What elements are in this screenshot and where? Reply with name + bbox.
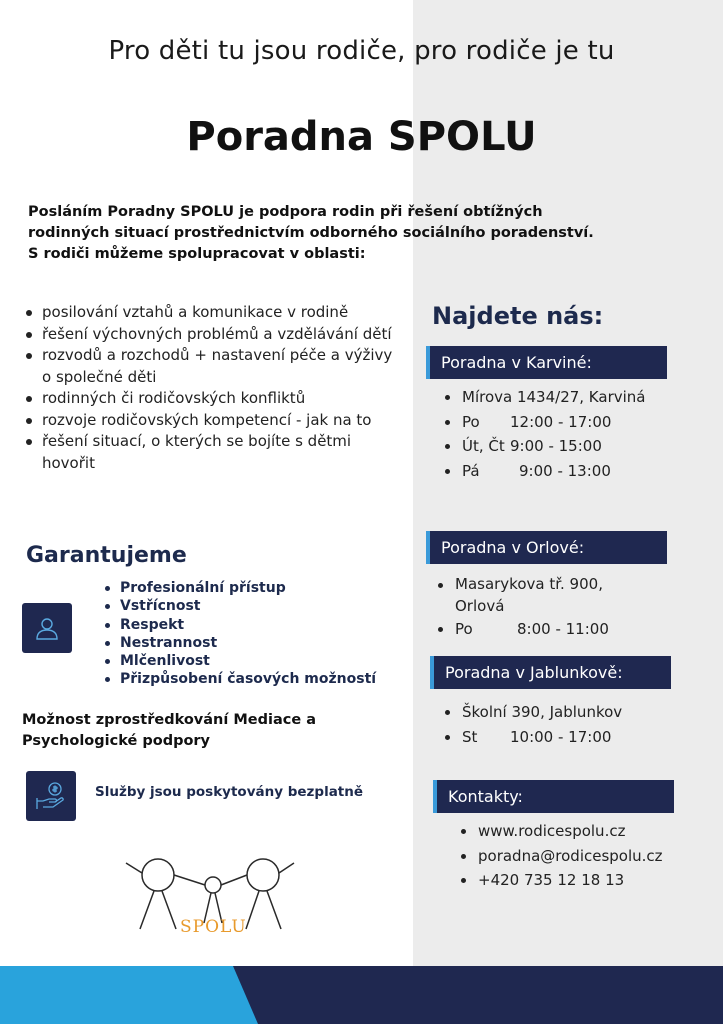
orlova-banner: Poradna v Orlové: (426, 531, 667, 564)
list-item: Respekt (105, 616, 376, 634)
guarantee-title: Garantujeme (26, 543, 187, 568)
page-title: Poradna SPOLU (186, 114, 537, 160)
address-item: Školní 390, Jablunkov (444, 700, 622, 725)
hours-item (444, 725, 622, 750)
hours-day: Pá (462, 461, 480, 480)
intro-line-1: Posláním Poradny SPOLU je podpora rodin při řešení obtížných (28, 204, 543, 220)
orlova-info-list (437, 573, 637, 642)
address-item: Masarykova tř. 900, Orlová (437, 573, 637, 617)
hours-day: Út, Čt (462, 437, 505, 455)
list-item: Profesionální přístup (105, 579, 376, 597)
hours-day: St (462, 727, 478, 746)
guarantee-list (105, 579, 376, 689)
list-item: rozvoje rodičovských kompetencí - jak na to (26, 410, 404, 432)
hours-time: 10:00 - 17:00 (510, 727, 612, 746)
list-item: Vstřícnost (105, 597, 376, 615)
hours-time: 8:00 - 11:00 (517, 620, 609, 638)
list-item: rozvodů a rozchodů + nastavení péče a výživy o společné děti (26, 345, 404, 388)
spolu-logo (118, 853, 298, 943)
hours-time: 9:00 - 13:00 (519, 461, 611, 480)
mediation-text (22, 710, 362, 752)
intro-line-3: S rodiči můžeme spolupracovat v oblasti: (28, 246, 366, 262)
address-item: Mírova 1434/27, Karviná (444, 385, 646, 410)
logo-text: SPOLU (180, 917, 247, 937)
list-item: rodinných či rodičovských konfliktů (26, 388, 404, 410)
hours-item (444, 410, 646, 435)
mediation-line-1: Možnost zprostředkování Mediace a (22, 712, 317, 728)
list-item: posilování vztahů a komunikace v rodině (26, 302, 404, 324)
jablunkov-banner: Poradna v Jablunkově: (430, 656, 671, 689)
hours-day: Po (462, 412, 480, 431)
headline: Pro děti tu jsou rodiče, pro rodiče je tu (108, 36, 615, 66)
karvina-banner: Poradna v Karviné: (426, 346, 667, 379)
free-services-note: Služby jsou poskytovány bezplatně (95, 784, 364, 800)
intro-line-2: rodinných situací prostřednictvím odborného sociálního poradenství. (28, 225, 594, 241)
contacts-list (460, 819, 663, 893)
list-item: řešení výchovných problémů a vzdělávání dětí (26, 324, 404, 346)
list-item: řešení situací, o kterých se bojíte s dětmi hovořit (26, 431, 404, 474)
footer-accent-shape (0, 966, 723, 1024)
jablunkov-info-list (444, 700, 622, 749)
hours-day: Po (455, 620, 473, 638)
phone-number[interactable]: +420 735 12 18 13 (460, 868, 663, 893)
hours-item (444, 434, 646, 459)
find-us-title: Najdete nás: (432, 302, 604, 330)
hours-item (437, 617, 637, 642)
cooperation-areas-list (26, 302, 404, 474)
person-icon (22, 603, 72, 653)
list-item: Nestrannost (105, 634, 376, 652)
mediation-line-2: Psychologické podpory (22, 733, 211, 749)
hours-time: 9:00 - 15:00 (510, 437, 602, 455)
website-link[interactable]: www.rodicespolu.cz (460, 819, 663, 844)
money-hand-icon (26, 771, 76, 821)
karvina-info-list (444, 385, 646, 483)
contacts-banner: Kontakty: (433, 780, 674, 813)
intro-text (28, 202, 684, 265)
email-link[interactable]: poradna@rodicespolu.cz (460, 844, 663, 869)
hours-item (444, 459, 646, 484)
list-item: Mlčenlivost (105, 652, 376, 670)
list-item: Přizpůsobení časových možností (105, 670, 376, 688)
hours-time: 12:00 - 17:00 (510, 412, 612, 431)
